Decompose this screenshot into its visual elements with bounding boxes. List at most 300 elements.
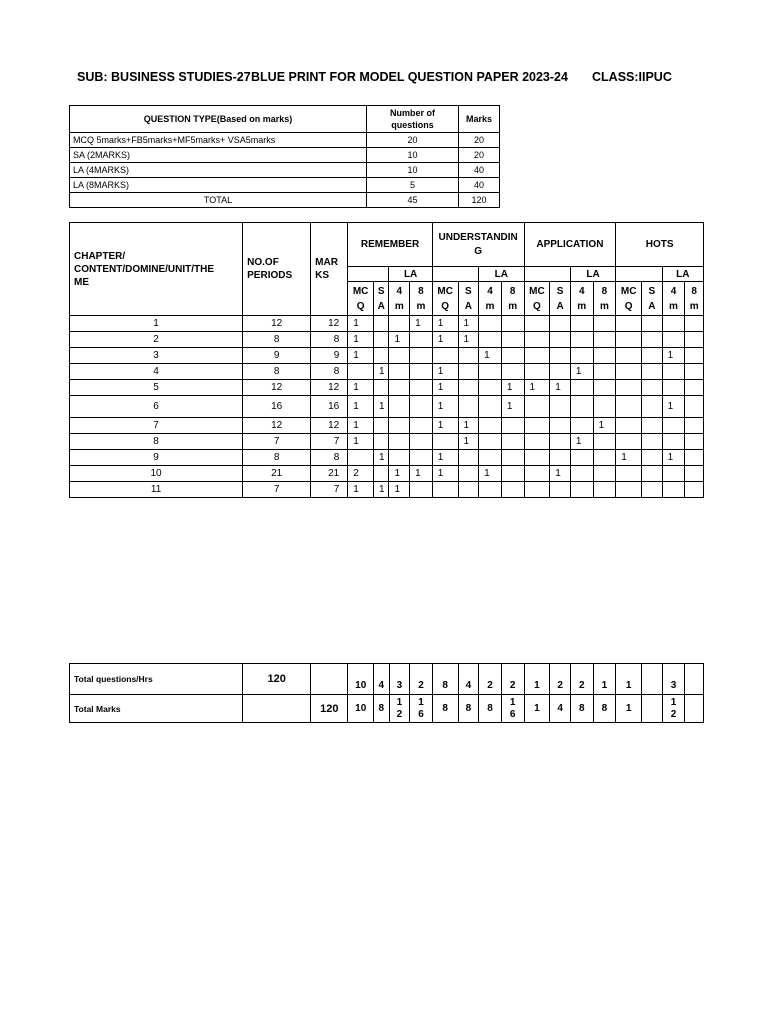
count-cell: [616, 466, 642, 482]
count-cell: [685, 332, 704, 348]
count-cell: 1: [410, 316, 433, 332]
count-cell: [570, 482, 593, 498]
count-cell: [570, 348, 593, 364]
count-cell: 1: [501, 380, 524, 396]
remember-8m-header: 8 m: [410, 282, 433, 316]
remember-4m-header: 4 m: [389, 282, 410, 316]
count-cell: [570, 450, 593, 466]
count-cell: [642, 332, 663, 348]
count-cell: [593, 482, 616, 498]
count-cell: [432, 348, 458, 364]
count-cell: 1: [458, 316, 479, 332]
count-cell: [501, 332, 524, 348]
count-cell: 1: [389, 482, 410, 498]
marks-cell: 8: [311, 332, 348, 348]
count-cell: 1: [550, 466, 571, 482]
count-cell: [642, 380, 663, 396]
marks-cell: 12: [311, 418, 348, 434]
number-of-questions: 10: [367, 163, 459, 178]
application-blank: [524, 267, 570, 282]
understanding-8m-header: 8 m: [501, 282, 524, 316]
total-questions-cell: 2: [410, 664, 433, 695]
count-cell: [374, 434, 389, 450]
total-marks-cell: 4: [550, 695, 571, 723]
count-cell: 1: [524, 380, 550, 396]
count-cell: 1: [432, 466, 458, 482]
count-cell: 1: [479, 348, 502, 364]
marks-cell: 7: [311, 434, 348, 450]
count-cell: [642, 316, 663, 332]
count-cell: 1: [458, 418, 479, 434]
count-cell: 1: [374, 482, 389, 498]
total-questions-cell: 2: [501, 664, 524, 695]
total-questions-cell: 4: [374, 664, 389, 695]
total-marks-cell: 10: [348, 695, 374, 723]
count-cell: [616, 332, 642, 348]
count-cell: [642, 364, 663, 380]
count-cell: [662, 482, 685, 498]
count-cell: [432, 434, 458, 450]
marks-cell: 7: [311, 482, 348, 498]
remember-sa-header: S A: [374, 282, 389, 316]
count-cell: [389, 450, 410, 466]
chapter-header: CHAPTER/ CONTENT/DOMINE/UNIT/THE ME: [70, 223, 243, 316]
understanding-blank: [432, 267, 478, 282]
count-cell: [616, 482, 642, 498]
count-cell: [389, 380, 410, 396]
count-cell: [479, 380, 502, 396]
count-cell: [458, 482, 479, 498]
total-questions-cell: 1: [593, 664, 616, 695]
marks: 20: [459, 148, 500, 163]
periods-cell: 7: [243, 482, 311, 498]
periods-cell: 12: [243, 418, 311, 434]
total-marks-cell: 1 2: [662, 695, 685, 723]
total-questions-cell: [685, 664, 704, 695]
count-cell: 1: [458, 332, 479, 348]
count-cell: [501, 348, 524, 364]
count-cell: [479, 332, 502, 348]
count-cell: [642, 482, 663, 498]
total-questions-cell: 2: [479, 664, 502, 695]
count-cell: [501, 434, 524, 450]
periods-cell: 9: [243, 348, 311, 364]
col-marks: Marks: [459, 106, 500, 133]
question-type: LA (4MARKS): [70, 163, 367, 178]
count-cell: [479, 450, 502, 466]
remember-la-header: LA: [389, 267, 432, 282]
count-cell: 1: [389, 332, 410, 348]
count-cell: [593, 434, 616, 450]
total-questions-cell: 2: [550, 664, 571, 695]
count-cell: 1: [432, 418, 458, 434]
count-cell: [479, 316, 502, 332]
chapter-cell: 5: [70, 380, 243, 396]
count-cell: [642, 348, 663, 364]
count-cell: 1: [616, 450, 642, 466]
marks: 40: [459, 163, 500, 178]
count-cell: [479, 482, 502, 498]
count-cell: [524, 466, 550, 482]
count-cell: [374, 466, 389, 482]
count-cell: [524, 396, 550, 418]
chapter-cell: 1: [70, 316, 243, 332]
periods-header: NO.OF PERIODS: [243, 223, 311, 316]
count-cell: 1: [389, 466, 410, 482]
periods-cell: 16: [243, 396, 311, 418]
chapter-cell: 2: [70, 332, 243, 348]
count-cell: [501, 450, 524, 466]
count-cell: [642, 396, 663, 418]
count-cell: [550, 332, 571, 348]
count-cell: [570, 418, 593, 434]
count-cell: [570, 316, 593, 332]
understanding-header: UNDERSTANDIN G: [432, 223, 524, 267]
application-header: APPLICATION: [524, 223, 616, 267]
count-cell: [685, 364, 704, 380]
count-cell: [593, 332, 616, 348]
count-cell: [685, 316, 704, 332]
table-row: [70, 396, 704, 418]
count-cell: [593, 364, 616, 380]
count-cell: [593, 348, 616, 364]
marks: 20: [459, 133, 500, 148]
hots-sa-header: S A: [642, 282, 663, 316]
count-cell: 1: [662, 348, 685, 364]
question-type: MCQ 5marks+FB5marks+MF5marks+ VSA5marks: [70, 133, 367, 148]
marks: 40: [459, 178, 500, 193]
total-marks-cell: 1 6: [410, 695, 433, 723]
count-cell: [524, 434, 550, 450]
total-marks-cell: 1 6: [501, 695, 524, 723]
count-cell: [550, 450, 571, 466]
count-cell: [458, 380, 479, 396]
question-type: LA (8MARKS): [70, 178, 367, 193]
count-cell: [410, 434, 433, 450]
summary-row: [70, 148, 500, 163]
marks-cell: 12: [311, 380, 348, 396]
count-cell: [374, 316, 389, 332]
count-cell: 1: [374, 364, 389, 380]
total-marks-cell: 8: [593, 695, 616, 723]
periods-cell: 8: [243, 450, 311, 466]
total-questions-cell: 1: [616, 664, 642, 695]
count-cell: [550, 396, 571, 418]
count-cell: [685, 418, 704, 434]
count-cell: [458, 396, 479, 418]
application-4m-header: 4 m: [570, 282, 593, 316]
count-cell: [410, 450, 433, 466]
count-cell: [593, 380, 616, 396]
count-cell: [348, 450, 374, 466]
count-cell: [642, 418, 663, 434]
count-cell: [524, 364, 550, 380]
count-cell: [550, 434, 571, 450]
total-questions-periods: 120: [243, 664, 311, 695]
count-cell: [570, 380, 593, 396]
count-cell: [458, 364, 479, 380]
table-row: [70, 482, 704, 498]
total-questions-cell: [642, 664, 663, 695]
count-cell: 1: [479, 466, 502, 482]
count-cell: [685, 466, 704, 482]
marks-header: MAR KS: [311, 223, 348, 316]
total-questions-cell: 3: [662, 664, 685, 695]
count-cell: [662, 316, 685, 332]
periods-cell: 21: [243, 466, 311, 482]
chapter-cell: 4: [70, 364, 243, 380]
chapter-cell: 9: [70, 450, 243, 466]
count-cell: [374, 332, 389, 348]
count-cell: 1: [348, 380, 374, 396]
count-cell: [570, 396, 593, 418]
table-row: [70, 316, 704, 332]
count-cell: [662, 466, 685, 482]
col-question-type: QUESTION TYPE(Based on marks): [70, 106, 367, 133]
remember-header: REMEMBER: [348, 223, 433, 267]
count-cell: [662, 418, 685, 434]
count-cell: [550, 418, 571, 434]
chapter-cell: 11: [70, 482, 243, 498]
total-marks-cell: 8: [374, 695, 389, 723]
application-8m-header: 8 m: [593, 282, 616, 316]
count-cell: [458, 450, 479, 466]
total-marks-cell: 1: [524, 695, 550, 723]
total-marks-label: Total Marks: [70, 695, 243, 723]
count-cell: [410, 348, 433, 364]
count-cell: 1: [348, 316, 374, 332]
total-questions-cell: 4: [458, 664, 479, 695]
count-cell: [524, 418, 550, 434]
count-cell: [616, 418, 642, 434]
chapter-cell: 10: [70, 466, 243, 482]
total-marks-value: 120: [311, 695, 348, 723]
question-type: SA (2MARKS): [70, 148, 367, 163]
count-cell: [389, 364, 410, 380]
periods-cell: 7: [243, 434, 311, 450]
marks-cell: 12: [311, 316, 348, 332]
count-cell: [593, 396, 616, 418]
table-row: [70, 434, 704, 450]
total-marks: 120: [459, 193, 500, 208]
count-cell: [616, 316, 642, 332]
count-cell: [501, 466, 524, 482]
table-row: [70, 418, 704, 434]
count-cell: [593, 466, 616, 482]
count-cell: [642, 466, 663, 482]
periods-cell: 12: [243, 380, 311, 396]
count-cell: [524, 450, 550, 466]
count-cell: 1: [374, 450, 389, 466]
application-sa-header: S A: [550, 282, 571, 316]
count-cell: [410, 418, 433, 434]
count-cell: 1: [550, 380, 571, 396]
summary-row: [70, 163, 500, 178]
count-cell: [616, 380, 642, 396]
remember-mcq-header: MC Q: [348, 282, 374, 316]
periods-cell: 8: [243, 364, 311, 380]
table-row: [70, 332, 704, 348]
count-cell: 1: [432, 364, 458, 380]
count-cell: [348, 364, 374, 380]
periods-cell: 12: [243, 316, 311, 332]
count-cell: [593, 450, 616, 466]
total-marks-cell: 1: [616, 695, 642, 723]
total-marks-cell: [642, 695, 663, 723]
hots-header: HOTS: [616, 223, 704, 267]
count-cell: [593, 316, 616, 332]
table-row: [70, 364, 704, 380]
total-questions-cell: 1: [524, 664, 550, 695]
count-cell: [389, 418, 410, 434]
marks-cell: 16: [311, 396, 348, 418]
count-cell: [389, 396, 410, 418]
count-cell: [685, 450, 704, 466]
table-row: [70, 450, 704, 466]
total-questions-cell: 8: [432, 664, 458, 695]
count-cell: [642, 450, 663, 466]
col-number-of-questions: Number of questions: [367, 106, 459, 133]
total-marks-cell: 8: [432, 695, 458, 723]
understanding-4m-header: 4 m: [479, 282, 502, 316]
totals-table: [69, 663, 704, 723]
count-cell: [389, 348, 410, 364]
count-cell: 1: [570, 364, 593, 380]
total-marks-cell: 1 2: [389, 695, 410, 723]
count-cell: [410, 396, 433, 418]
count-cell: [410, 332, 433, 348]
count-cell: 1: [501, 396, 524, 418]
count-cell: 1: [348, 434, 374, 450]
periods-cell: 8: [243, 332, 311, 348]
count-cell: [642, 434, 663, 450]
count-cell: [479, 418, 502, 434]
count-cell: [479, 434, 502, 450]
marks-cell: 8: [311, 364, 348, 380]
count-cell: [550, 316, 571, 332]
count-cell: 1: [410, 466, 433, 482]
understanding-mcq-header: MC Q: [432, 282, 458, 316]
total-marks-periods: [243, 695, 311, 723]
count-cell: [662, 380, 685, 396]
count-cell: 1: [593, 418, 616, 434]
count-cell: [501, 418, 524, 434]
document-title: BLUE PRINT FOR MODEL QUESTION PAPER 2023-24: [251, 70, 568, 84]
hots-4m-header: 4 m: [662, 282, 685, 316]
count-cell: [479, 364, 502, 380]
application-mcq-header: MC Q: [524, 282, 550, 316]
count-cell: 2: [348, 466, 374, 482]
total-marks-cell: 8: [479, 695, 502, 723]
question-type-summary-table: [69, 105, 500, 208]
table-row: [70, 466, 704, 482]
count-cell: [458, 348, 479, 364]
count-cell: [685, 348, 704, 364]
blueprint-table: [69, 222, 704, 498]
count-cell: 1: [432, 450, 458, 466]
count-cell: [685, 380, 704, 396]
summary-row: [70, 133, 500, 148]
total-marks-cell: 8: [570, 695, 593, 723]
count-cell: [616, 434, 642, 450]
chapter-cell: 3: [70, 348, 243, 364]
hots-8m-header: 8 m: [685, 282, 704, 316]
total-questions-cell: 3: [389, 664, 410, 695]
hots-mcq-header: MC Q: [616, 282, 642, 316]
count-cell: [410, 482, 433, 498]
count-cell: [410, 364, 433, 380]
count-cell: [389, 316, 410, 332]
total-label: TOTAL: [70, 193, 367, 208]
count-cell: [501, 316, 524, 332]
total-num: 45: [367, 193, 459, 208]
count-cell: [458, 466, 479, 482]
count-cell: 1: [348, 482, 374, 498]
count-cell: 1: [348, 348, 374, 364]
count-cell: [524, 332, 550, 348]
count-cell: [662, 332, 685, 348]
marks-cell: 8: [311, 450, 348, 466]
count-cell: [501, 482, 524, 498]
total-marks-cell: 8: [458, 695, 479, 723]
hots-blank: [616, 267, 662, 282]
count-cell: [662, 364, 685, 380]
marks-cell: 21: [311, 466, 348, 482]
count-cell: 1: [348, 418, 374, 434]
count-cell: [570, 332, 593, 348]
count-cell: [550, 348, 571, 364]
table-row: [70, 348, 704, 364]
class-label: CLASS:IIPUC: [592, 70, 672, 84]
count-cell: 1: [432, 380, 458, 396]
count-cell: [374, 418, 389, 434]
count-cell: [432, 482, 458, 498]
total-marks-cell: [685, 695, 704, 723]
total-questions-cell: 10: [348, 664, 374, 695]
count-cell: 1: [570, 434, 593, 450]
count-cell: [501, 364, 524, 380]
number-of-questions: 5: [367, 178, 459, 193]
count-cell: [550, 364, 571, 380]
chapter-cell: 6: [70, 396, 243, 418]
count-cell: [479, 396, 502, 418]
subject-label: SUB: BUSINESS STUDIES-27: [77, 70, 251, 84]
chapter-cell: 7: [70, 418, 243, 434]
count-cell: [685, 396, 704, 418]
count-cell: 1: [432, 332, 458, 348]
number-of-questions: 20: [367, 133, 459, 148]
understanding-sa-header: S A: [458, 282, 479, 316]
summary-row: [70, 178, 500, 193]
count-cell: 1: [374, 396, 389, 418]
total-questions-marks: [311, 664, 348, 695]
count-cell: 1: [662, 450, 685, 466]
count-cell: [662, 434, 685, 450]
number-of-questions: 10: [367, 148, 459, 163]
total-questions-cell: 2: [570, 664, 593, 695]
count-cell: 1: [662, 396, 685, 418]
count-cell: [616, 396, 642, 418]
application-la-header: LA: [570, 267, 615, 282]
count-cell: [524, 482, 550, 498]
total-questions-label: Total questions/Hrs: [70, 664, 243, 695]
count-cell: [524, 316, 550, 332]
marks-cell: 9: [311, 348, 348, 364]
count-cell: [685, 434, 704, 450]
count-cell: 1: [348, 396, 374, 418]
count-cell: [410, 380, 433, 396]
count-cell: [685, 482, 704, 498]
